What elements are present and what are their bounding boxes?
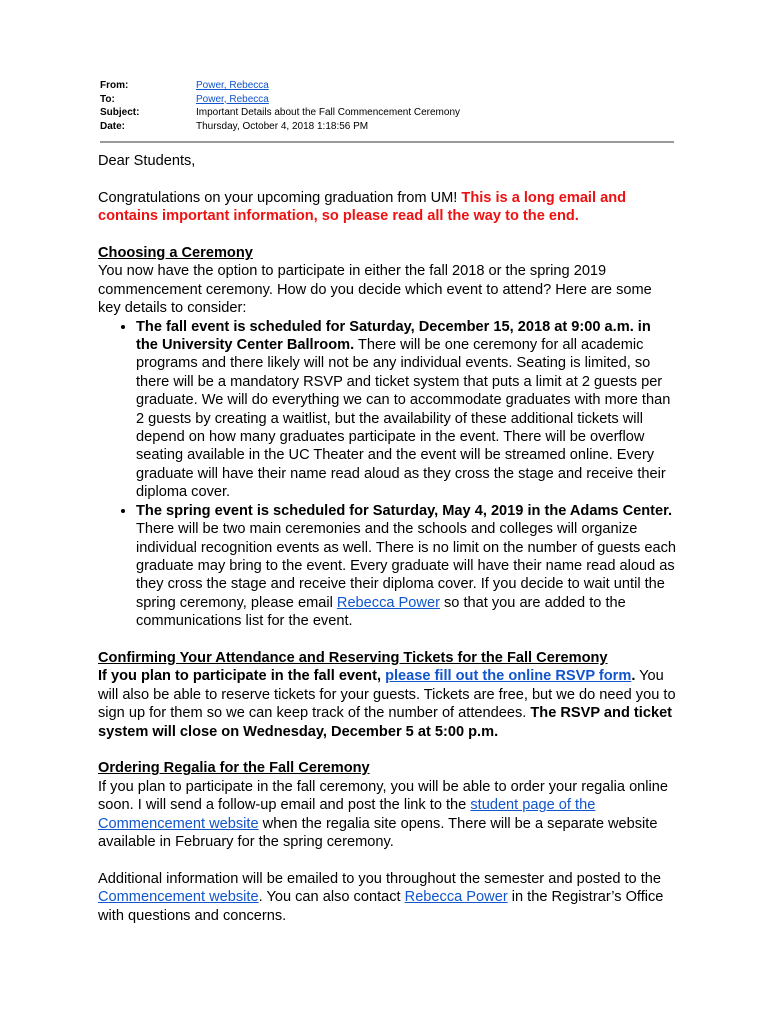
rsvp-deadline: The RSVP and ticket system will close on Wednesday, December 5 at 5:00 p.m. [98,705,673,740]
student-page-link[interactable]: student page of the Commencement website [98,797,596,832]
greeting: Dear Students, [98,153,196,169]
closing-text-end: in the Registrar’s Office with questions and concerns. [98,889,664,924]
fall-event-details: There will be one ceremony for all academic programs and there likely will not be any individual events. Seating is limited, so there will be a mandatory RSVP and ticket system that puts a limit at 2 guests per graduate. We will do everything we can to accommodate graduates with more than 2 guests by creating a waitlist, but the availability of these additional tickets will depend on how many graduates participate in the event. There will be overflow seating available in the UC Theater and the event will be streamed online. Every graduate will have their name read aloud as they cross the stage and receive their diploma cover. [136,337,671,501]
section-heading-choosing: Choosing a Ceremony [98,245,253,261]
spring-event-end: so that you are added to the communications list for the event. [136,594,626,630]
intro-text: Congratulations on your upcoming graduation from UM! [98,189,462,206]
email-body [98,152,676,925]
section-heading-regalia: Ordering Regalia for the Fall Ceremony [98,760,370,777]
spring-event-details: There will be two main ceremonies and the schools and colleges will organize individual recognition events as well. There is no limit on the number of guests each graduate may bring to the event. Every graduate will have their name read aloud as they cross the stage and receive their diploma cover. If you decide to wait until the spring ceremony, please email [136,521,676,611]
section-text-rsvp [98,667,676,741]
section-heading-rsvp: Confirming Your Attendance and Reserving Tickets for the Fall Ceremony [98,649,608,666]
rsvp-details: You will also be able to reserve tickets for your guests. Tickets are free, but we do need you to sign up for them so we can keep track of the number of attendees. [98,668,676,722]
subject-row [100,106,674,120]
closing-text-mid: . You can also contact [258,889,405,906]
commencement-website-link[interactable]: Commencement website [98,889,259,906]
date-row [100,120,674,134]
subject-label: Subject: [100,107,140,118]
to-link[interactable]: Power, Rebecca [196,93,269,105]
subject-value: Important Details about the Fall Commencement Ceremony [196,107,461,118]
rebecca-power-contact-link[interactable]: Rebecca Power [404,889,508,906]
ceremony-list [98,318,676,631]
rsvp-form-link[interactable]: please fill out the online RSVP form [385,668,632,685]
rsvp-bold-lead: If you plan to participate in the fall event, [98,668,386,685]
intro-paragraph [98,189,676,226]
closing-text-start: Additional information will be emailed to you throughout the semester and posted to the [98,870,662,887]
date-label: Date: [100,120,126,132]
rebecca-power-email-link[interactable]: Rebecca Power [336,594,440,611]
closing-paragraph [98,870,676,925]
regalia-text-start: If you plan to participate in the fall ceremony, you will be able to order your regalia online soon. I will send a follow-up email and post the link to the [98,778,669,814]
section-text-regalia [98,778,676,852]
from-row [100,79,674,93]
email-header [100,79,674,143]
fall-event-summary: The fall event is scheduled for Saturday, December 15, 2018 at 9:00 a.m. in the University Center Ballroom. [136,318,651,354]
section-text-choosing: You now have the option to participate in either the fall 2018 or the spring 2019 commencement ceremony. How do you decide which event to attend? Here are some key details to consider: [98,263,652,317]
spring-event-summary: The spring event is scheduled for Saturday, May 4, 2019 in the Adams Center. [136,502,673,519]
from-label: From: [100,80,129,91]
intro-warning: This is a long email and contains important information, so please read all the way to the end. [98,189,627,225]
to-row [100,93,674,107]
regalia-text-end: when the regalia site opens. There will be a separate website available in February for the spring ceremony. [98,815,658,850]
rsvp-bold-period: . [631,668,636,685]
list-item-fall [136,318,676,502]
date-value: Thursday, October 4, 2018 1:18:56 PM [196,120,369,132]
list-item-spring [136,502,676,631]
from-link[interactable]: Power, Rebecca [196,80,269,91]
to-label: To: [100,93,115,105]
